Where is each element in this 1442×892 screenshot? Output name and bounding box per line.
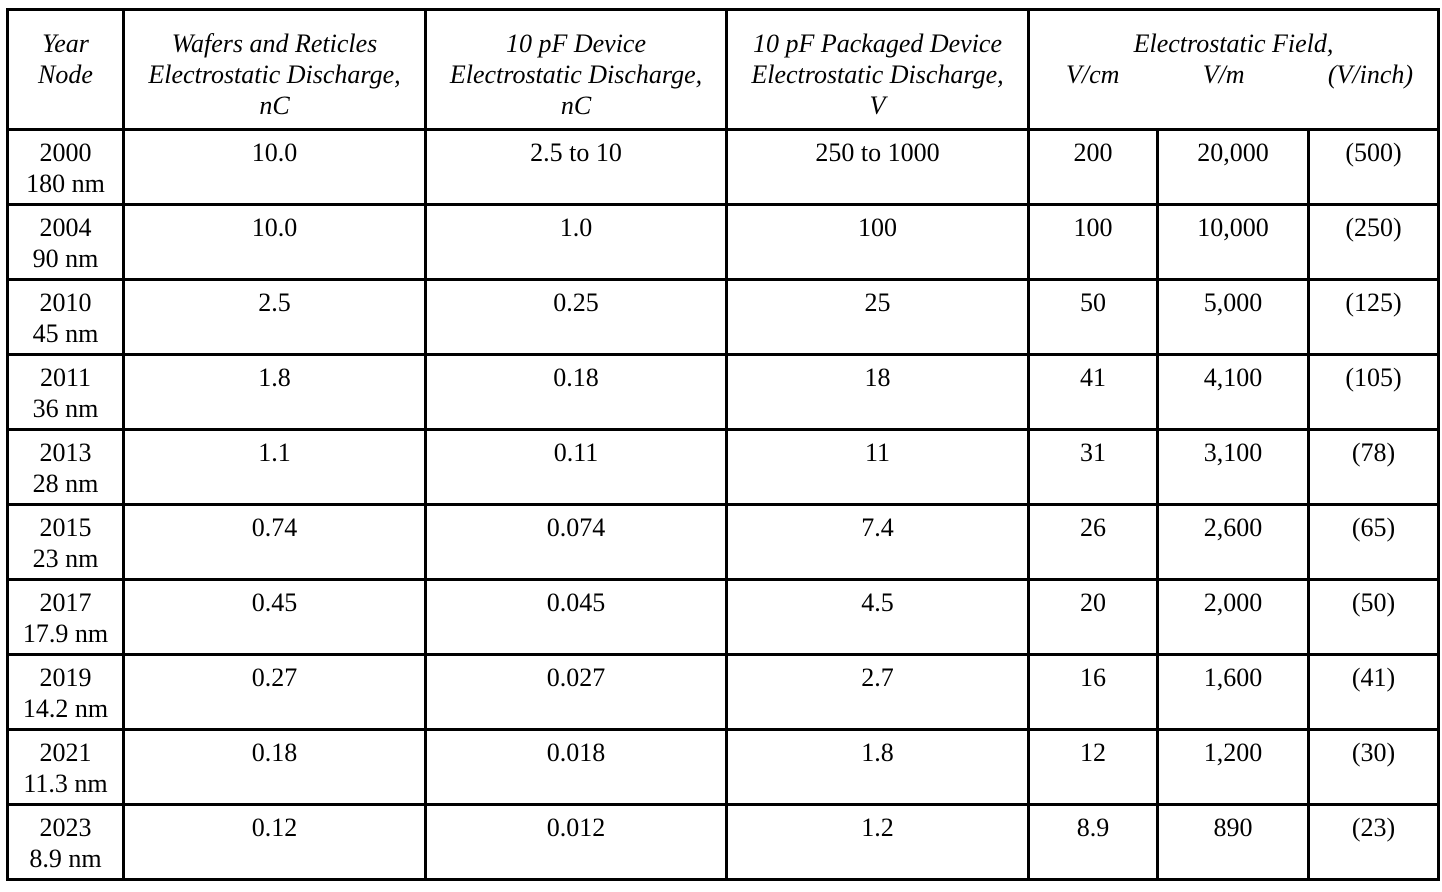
header-device-unit: nC [560,91,592,120]
header-field-units [1030,59,1437,90]
cell-year: 2023 [39,813,92,842]
cell-packaged: 100 [727,205,1029,280]
cell-node: 8.9 nm [29,844,102,873]
cell-v-inch: (125) [1309,280,1439,355]
cell-v-m: 20,000 [1158,130,1309,205]
cell-node: 14.2 nm [22,694,109,723]
header-wafers-line1: Wafers and Reticles [171,29,378,58]
cell-v-m: 4,100 [1158,355,1309,430]
cell-wafers: 0.74 [124,505,426,580]
cell-wafers: 10.0 [124,130,426,205]
cell-year: 2021 [39,738,92,767]
header-packaged-unit: V [869,91,886,120]
cell-v-inch: (250) [1309,205,1439,280]
cell-device: 0.018 [426,730,727,805]
cell-year-node [8,655,124,730]
cell-packaged: 11 [727,430,1029,505]
cell-v-m: 5,000 [1158,280,1309,355]
table-row [8,130,1439,205]
cell-packaged: 1.8 [727,730,1029,805]
header-wafers-unit: nC [259,91,290,120]
table-row [8,205,1439,280]
header-unit-v-cm: V/cm [1066,60,1120,89]
cell-v-m: 3,100 [1158,430,1309,505]
cell-packaged: 18 [727,355,1029,430]
table-row [8,430,1439,505]
header-device-line2: Electrostatic Discharge, [449,60,703,89]
cell-node: 90 nm [32,244,99,273]
esd-table [6,8,1440,881]
table-row [8,355,1439,430]
cell-wafers: 1.8 [124,355,426,430]
cell-v-inch: (23) [1309,805,1439,880]
table-row [8,280,1439,355]
cell-year: 2011 [39,363,92,392]
header-unit-v-m: V/m [1202,60,1245,89]
cell-v-m: 890 [1158,805,1309,880]
cell-v-cm: 200 [1029,130,1158,205]
cell-wafers: 10.0 [124,205,426,280]
header-packaged-line1: 10 pF Packaged Device [752,29,1003,58]
cell-device: 1.0 [426,205,727,280]
cell-device: 0.18 [426,355,727,430]
cell-v-cm: 8.9 [1029,805,1158,880]
cell-v-cm: 100 [1029,205,1158,280]
table-row [8,655,1439,730]
cell-node: 180 nm [26,169,105,198]
cell-v-m: 2,000 [1158,580,1309,655]
cell-year-node [8,430,124,505]
cell-node: 45 nm [32,319,99,348]
header-field-title: Electrostatic Field, [1133,29,1334,58]
cell-device: 0.11 [426,430,727,505]
cell-v-cm: 16 [1029,655,1158,730]
cell-v-inch: (78) [1309,430,1439,505]
header-year-node [8,10,124,130]
header-year-label: Year [42,29,89,58]
cell-v-m: 1,600 [1158,655,1309,730]
header-field [1029,10,1439,130]
cell-year: 2013 [39,438,92,467]
cell-year: 2017 [39,588,92,617]
cell-v-inch: (65) [1309,505,1439,580]
header-unit-v-inch: (V/inch) [1327,60,1414,89]
cell-v-cm: 26 [1029,505,1158,580]
cell-v-cm: 41 [1029,355,1158,430]
cell-year: 2010 [39,288,92,317]
header-device-line1: 10 pF Device [505,29,647,58]
header-row [8,10,1439,130]
cell-year-node [8,805,124,880]
cell-year-node [8,130,124,205]
cell-packaged: 25 [727,280,1029,355]
cell-v-cm: 12 [1029,730,1158,805]
cell-device: 0.045 [426,580,727,655]
table-row [8,505,1439,580]
cell-device: 2.5 to 10 [426,130,727,205]
cell-wafers: 2.5 [124,280,426,355]
cell-year: 2015 [39,513,92,542]
cell-year-node [8,205,124,280]
cell-year: 2019 [39,663,92,692]
header-device [426,10,727,130]
cell-packaged: 1.2 [727,805,1029,880]
table-row [8,580,1439,655]
cell-node: 23 nm [32,544,99,573]
cell-node: 36 nm [32,394,99,423]
cell-v-m: 2,600 [1158,505,1309,580]
cell-year-node [8,730,124,805]
table-row [8,730,1439,805]
cell-device: 0.012 [426,805,727,880]
cell-packaged: 4.5 [727,580,1029,655]
cell-v-m: 1,200 [1158,730,1309,805]
cell-device: 0.027 [426,655,727,730]
cell-wafers: 0.18 [124,730,426,805]
cell-v-inch: (41) [1309,655,1439,730]
cell-v-inch: (50) [1309,580,1439,655]
cell-year-node [8,580,124,655]
cell-device: 0.25 [426,280,727,355]
cell-node: 28 nm [32,469,99,498]
cell-v-inch: (500) [1309,130,1439,205]
cell-wafers: 0.27 [124,655,426,730]
cell-year-node [8,355,124,430]
cell-packaged: 2.7 [727,655,1029,730]
cell-packaged: 7.4 [727,505,1029,580]
cell-v-cm: 20 [1029,580,1158,655]
cell-v-cm: 31 [1029,430,1158,505]
header-packaged [727,10,1029,130]
cell-year: 2000 [39,138,92,167]
header-wafers-line2: Electrostatic Discharge, [148,60,401,89]
cell-wafers: 1.1 [124,430,426,505]
header-node-label: Node [38,60,93,89]
header-wafers [124,10,426,130]
cell-node: 11.3 nm [23,769,108,798]
cell-wafers: 0.12 [124,805,426,880]
table-body [8,130,1439,880]
cell-v-inch: (30) [1309,730,1439,805]
cell-device: 0.074 [426,505,727,580]
cell-v-m: 10,000 [1158,205,1309,280]
cell-year: 2004 [39,213,92,242]
cell-node: 17.9 nm [22,619,109,648]
cell-v-inch: (105) [1309,355,1439,430]
table-row [8,805,1439,880]
cell-v-cm: 50 [1029,280,1158,355]
cell-packaged: 250 to 1000 [727,130,1029,205]
cell-year-node [8,505,124,580]
cell-wafers: 0.45 [124,580,426,655]
cell-year-node [8,280,124,355]
header-packaged-line2: Electrostatic Discharge, [751,60,1004,89]
